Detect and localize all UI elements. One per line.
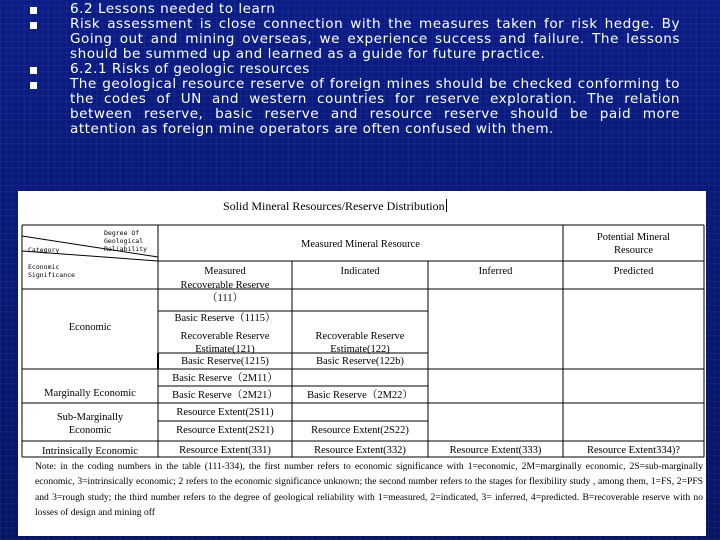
cell-121b: Basic Reserve(1215) xyxy=(181,356,269,367)
cell-111: Recoverable Reserve （111） xyxy=(180,280,270,304)
inferred-header: Inferred xyxy=(478,266,513,277)
category-label: Category xyxy=(28,246,60,254)
cell-111b: Basic Reserve（1115） xyxy=(174,313,276,324)
measured-header: Measured xyxy=(204,266,246,277)
row-sub-marginally-economic: Sub-Marginally Economic xyxy=(56,412,124,436)
bullet-list xyxy=(30,2,680,137)
measured-mineral-resource-header: Measured Mineral Resource xyxy=(301,239,420,250)
bullet-text: 6.2.1 Risks of geologic resources xyxy=(70,61,310,77)
row-marginally-economic: Marginally Economic xyxy=(44,388,136,399)
figure-title: Solid Mineral Resources/Reserve Distribution xyxy=(223,199,445,213)
bullet-item xyxy=(30,77,680,137)
bullet-text: Risk assessment is close connection with the measures taken for risk hedge. By Going out and mining overseas, we experience success and failure. The lessons should be summed up and learned as a guide for future practice. xyxy=(70,16,680,62)
cell-334: Resource Extent334)? xyxy=(586,445,680,456)
bullet-item xyxy=(30,2,680,17)
degree-reliability-label: Degree Of Geological Reliability xyxy=(104,229,148,253)
cell-332: Resource Extent(332) xyxy=(314,445,406,456)
cell-122: Recoverable Reserve Estimate(122) xyxy=(315,331,405,355)
reserve-distribution-figure xyxy=(18,191,706,536)
cell-2s21: Resource Extent(2S21) xyxy=(176,425,274,436)
potential-mineral-resource-header: Potential Mineral Resource xyxy=(596,232,671,256)
bullet-item xyxy=(30,62,680,77)
row-intrinsically-economic: Intrinsically Economic xyxy=(42,446,138,457)
cell-331: Resource Extent(331) xyxy=(179,445,271,456)
bullet-item xyxy=(30,17,680,62)
bullet-square-icon xyxy=(30,82,37,89)
cell-122b: Basic Reserve(122b) xyxy=(316,356,404,367)
bullet-text: 6.2 Lessons needed to learn xyxy=(70,1,276,17)
cell-2s11: Resource Extent(2S11) xyxy=(176,407,274,418)
cell-2m22: Basic Reserve（2M22） xyxy=(307,390,413,401)
indicated-header: Indicated xyxy=(340,266,380,277)
bullet-text: The geological resource reserve of foreign mines should be checked conforming to the codes of UN and western countries for reserve exploration. The relation between reserve, basic reserve and resource reserve should be paid more attention as foreign mine operators are often confused with them. xyxy=(70,76,680,137)
economic-significance-label: Economic Significance xyxy=(28,263,75,279)
cell-2m21: Basic Reserve（2M21） xyxy=(172,390,278,401)
cell-333: Resource Extent(333) xyxy=(449,445,542,456)
bullet-square-icon xyxy=(30,67,37,74)
predicted-header: Predicted xyxy=(613,266,654,277)
table-note: Note: in the coding numbers in the table (111-334), the first number refers to economic significance with 1=economic, 2M=marginally economic, 2S=sub-marginally economic, 3=intrinsically economic; 2 refers to the economic significance unknown; the second number refers to the stages for flexibility study , among them, 1=FS, 2=PFS and 3=rough study; the third number refers to the degree of geological reliability with 1=measured, 2=indicated, 3= inferred, 4=predicted. B=recoverable reserve with no losses of design and mining off xyxy=(35,461,703,518)
cell-2s22: Resource Extent(2S22) xyxy=(311,425,409,436)
row-economic: Economic xyxy=(68,322,112,333)
cell-2m11: Basic Reserve（2M11） xyxy=(172,373,278,384)
cell-121: Recoverable Reserve Estimate(121) xyxy=(180,331,270,355)
bullet-square-icon xyxy=(30,22,37,29)
bullet-square-icon xyxy=(30,7,37,14)
